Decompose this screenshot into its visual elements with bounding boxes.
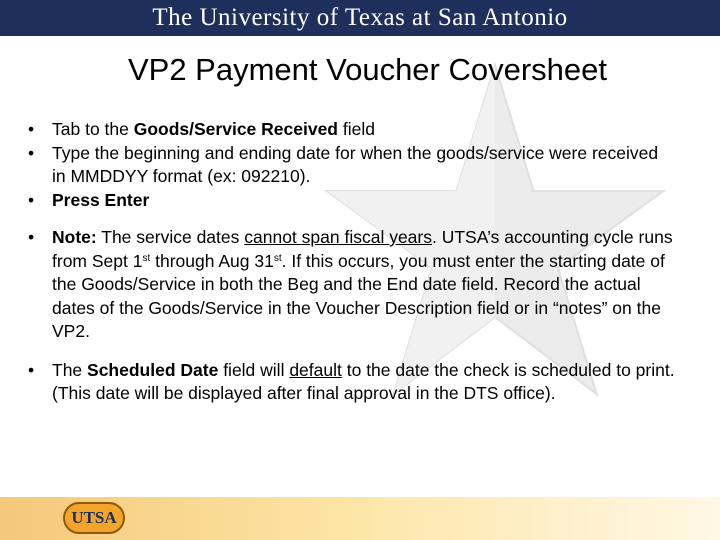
superscript-st: st bbox=[273, 252, 282, 264]
logo-text: UTSA bbox=[71, 508, 117, 527]
superscript-st: st bbox=[142, 252, 151, 264]
utsa-logo bbox=[63, 502, 125, 534]
note-label: Note: bbox=[52, 227, 97, 247]
slide-title: VP2 Payment Voucher Coversheet bbox=[127, 52, 608, 87]
note-text: . UTSA’s accounting cycle runs from Sept 1 bbox=[52, 227, 673, 271]
bullet-text: Tab to the bbox=[52, 119, 134, 139]
bullet-goods-service-field bbox=[26, 118, 676, 142]
university-name: The University of Texas at San Antonio bbox=[152, 4, 568, 31]
note-text: . If this occurs, you must enter the starting date of the Goods/Service in both the Beg and the End date field. Record the actual dates of the Goods/Service in the Voucher Description field or in “notes” on the VP2. bbox=[52, 250, 665, 341]
bullet-note bbox=[26, 226, 676, 344]
bullet-text: Type the beginning and ending date for when the goods/service were received in MMDDYY format (ex: 092210). bbox=[52, 142, 659, 186]
note-text: The service dates bbox=[96, 227, 245, 247]
sched-text: field will bbox=[218, 359, 290, 380]
bullet-text: field bbox=[338, 119, 375, 139]
goods-service-received-label: Goods/Service Received bbox=[133, 119, 339, 139]
note-text: through Aug 31 bbox=[150, 250, 274, 271]
scheduled-date-label: Scheduled Date bbox=[87, 359, 219, 380]
fiscal-years-underline: cannot span fiscal years bbox=[244, 227, 432, 247]
bullet-press-enter bbox=[26, 189, 676, 213]
sched-text: The bbox=[52, 359, 88, 380]
bullet-scheduled-date bbox=[26, 359, 676, 406]
bullet-date-format bbox=[26, 142, 676, 189]
sched-text: to the date the check is scheduled to print. (This date will be displayed after final approval in the DTS office). bbox=[52, 359, 675, 403]
header-banner bbox=[0, 0, 720, 36]
bullet-list bbox=[26, 118, 676, 406]
default-underline: default bbox=[289, 359, 342, 380]
press-enter-label: Press Enter bbox=[52, 189, 150, 210]
